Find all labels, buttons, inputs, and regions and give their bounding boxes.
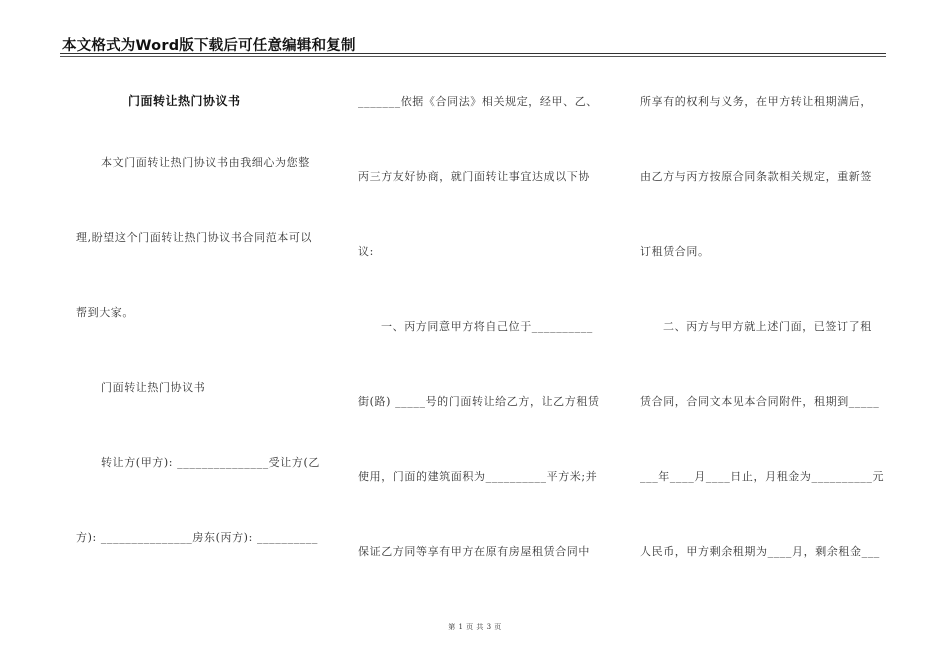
paragraph-line: 议:	[358, 245, 374, 258]
party-line: 方): _______________房东(丙方): __________	[76, 531, 318, 544]
party-line: 转让方(甲方): _______________受让方(乙	[101, 456, 320, 469]
clause-line: 使用，门面的建筑面积为__________平方米;并	[358, 470, 598, 483]
paragraph-line: 本文门面转让热门协议书由我细心为您整	[101, 156, 310, 169]
document-header: 本文格式为Word版下载后可任意编辑和复制	[62, 38, 356, 54]
paragraph-line: 由乙方与丙方按原合同条款相关规定，重新签	[640, 170, 872, 183]
clause-line: 人民币，甲方剩余租期为____月，剩余租金___	[640, 545, 880, 558]
header-divider	[60, 53, 886, 54]
paragraph-line: 理,盼望这个门面转让热门协议书合同范本可以	[76, 231, 313, 244]
clause-line: ___年____月____日止，月租金为__________元	[640, 470, 885, 483]
paragraph-line: 丙三方友好协商，就门面转让事宜达成以下协	[358, 170, 590, 183]
paragraph-line: 所享有的权利与义务，在甲方转让租期满后，	[640, 95, 872, 108]
paragraph-line: 订租赁合同。	[640, 245, 710, 258]
clause-line: 街(路) _____号的门面转让给乙方，让乙方租赁	[358, 395, 600, 408]
document-title: 门面转让热门协议书	[128, 94, 241, 108]
paragraph-line: _______依据《合同法》相关规定，经甲、乙、	[358, 95, 598, 108]
clause-line: 二、丙方与甲方就上述门面，已签订了租	[663, 320, 872, 333]
clause-line: 一、丙方同意甲方将自己位于__________	[381, 320, 593, 333]
clause-line: 赁合同，合同文本见本合同附件，租期到_____	[640, 395, 880, 408]
header-divider-thin	[60, 56, 886, 57]
subtitle-line: 门面转让热门协议书	[101, 381, 206, 394]
paragraph-line: 帮到大家。	[76, 306, 134, 319]
clause-line: 保证乙方同等享有甲方在原有房屋租赁合同中	[358, 545, 590, 558]
page-number: 第 1 页 共 3 页	[448, 623, 502, 631]
